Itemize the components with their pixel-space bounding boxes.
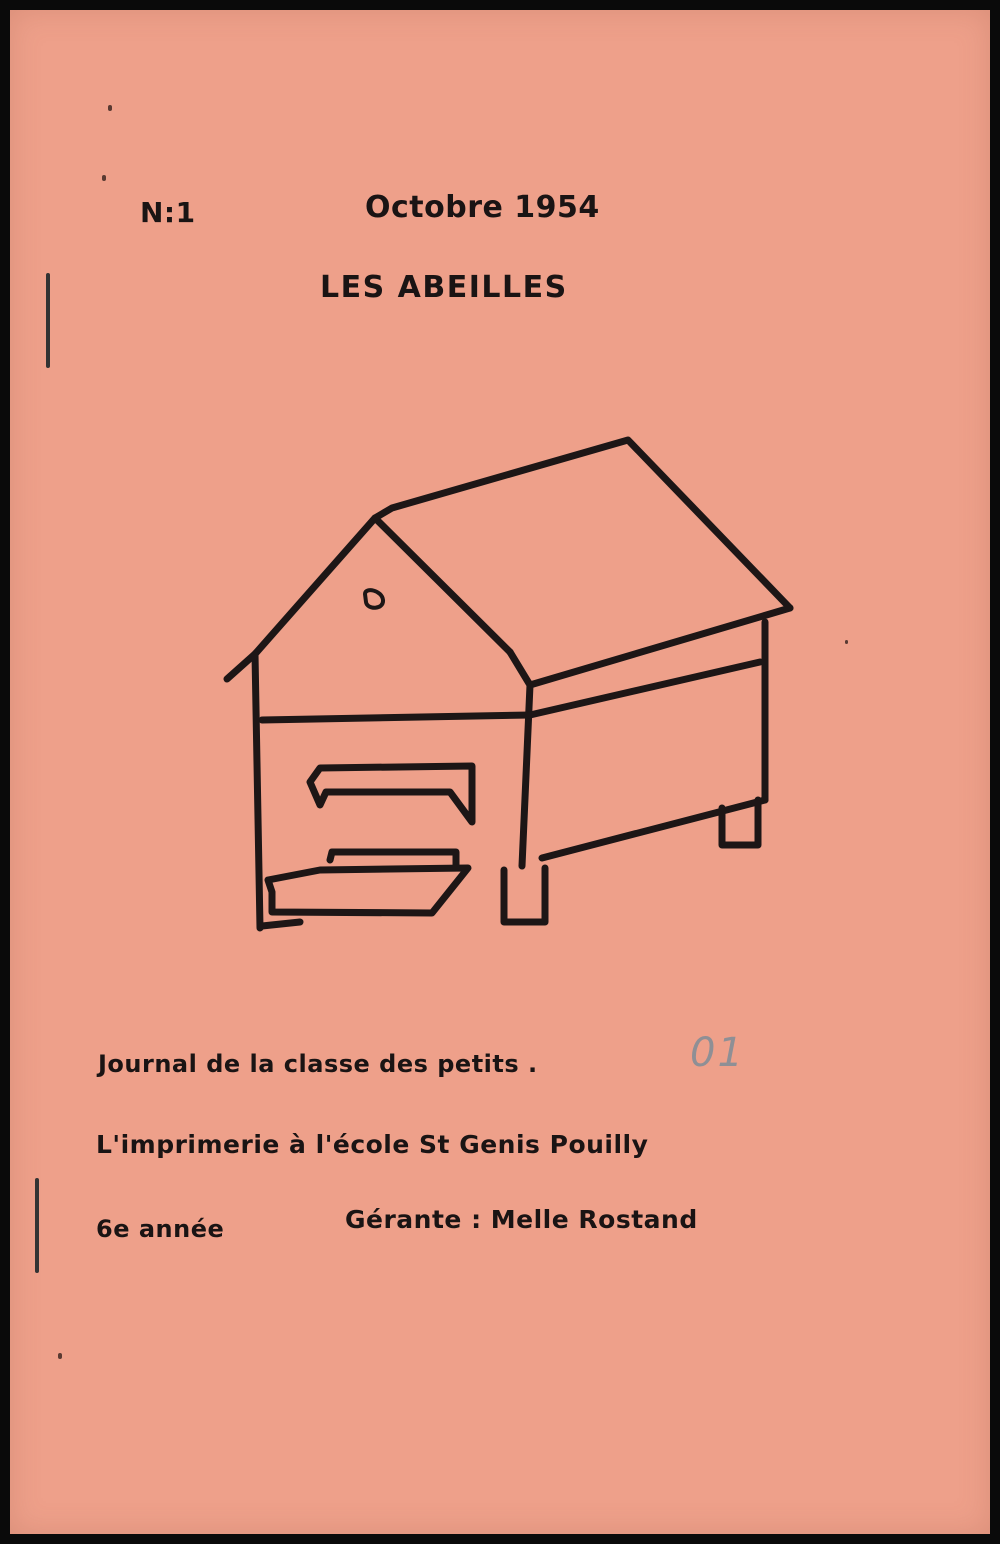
cover-page (10, 10, 990, 1534)
hive-front-right-wall (510, 652, 530, 866)
footer-line-journal: Journal de la classe des petits . (98, 1050, 538, 1078)
hive-side-bottom (542, 800, 765, 858)
hive-handle (310, 766, 472, 822)
issue-date: Octobre 1954 (365, 190, 600, 225)
journal-title: LES ABEILLES (320, 270, 568, 305)
footer-line-year: 6e année (96, 1215, 225, 1243)
hive-front-leg (504, 868, 545, 922)
hive-roof-eave (530, 608, 790, 685)
hive-side-band (530, 662, 760, 715)
hive-front-left-wall (255, 654, 260, 928)
handwritten-note: 01 (690, 1030, 745, 1076)
hive-front-bottom (262, 922, 300, 926)
footer-line-manager: Gérante : Melle Rostand (345, 1205, 698, 1234)
hive-front-roof (227, 518, 510, 679)
hive-vent-hole (365, 590, 383, 608)
hive-entrance-slot (330, 852, 456, 866)
hive-landing-board (268, 868, 468, 913)
footer-line-imprimerie: L'imprimerie à l'école St Genis Pouilly (96, 1130, 649, 1159)
beehive-drawing (10, 10, 990, 1534)
issue-number: N:1 (140, 196, 196, 229)
hive-band-line (262, 715, 530, 720)
